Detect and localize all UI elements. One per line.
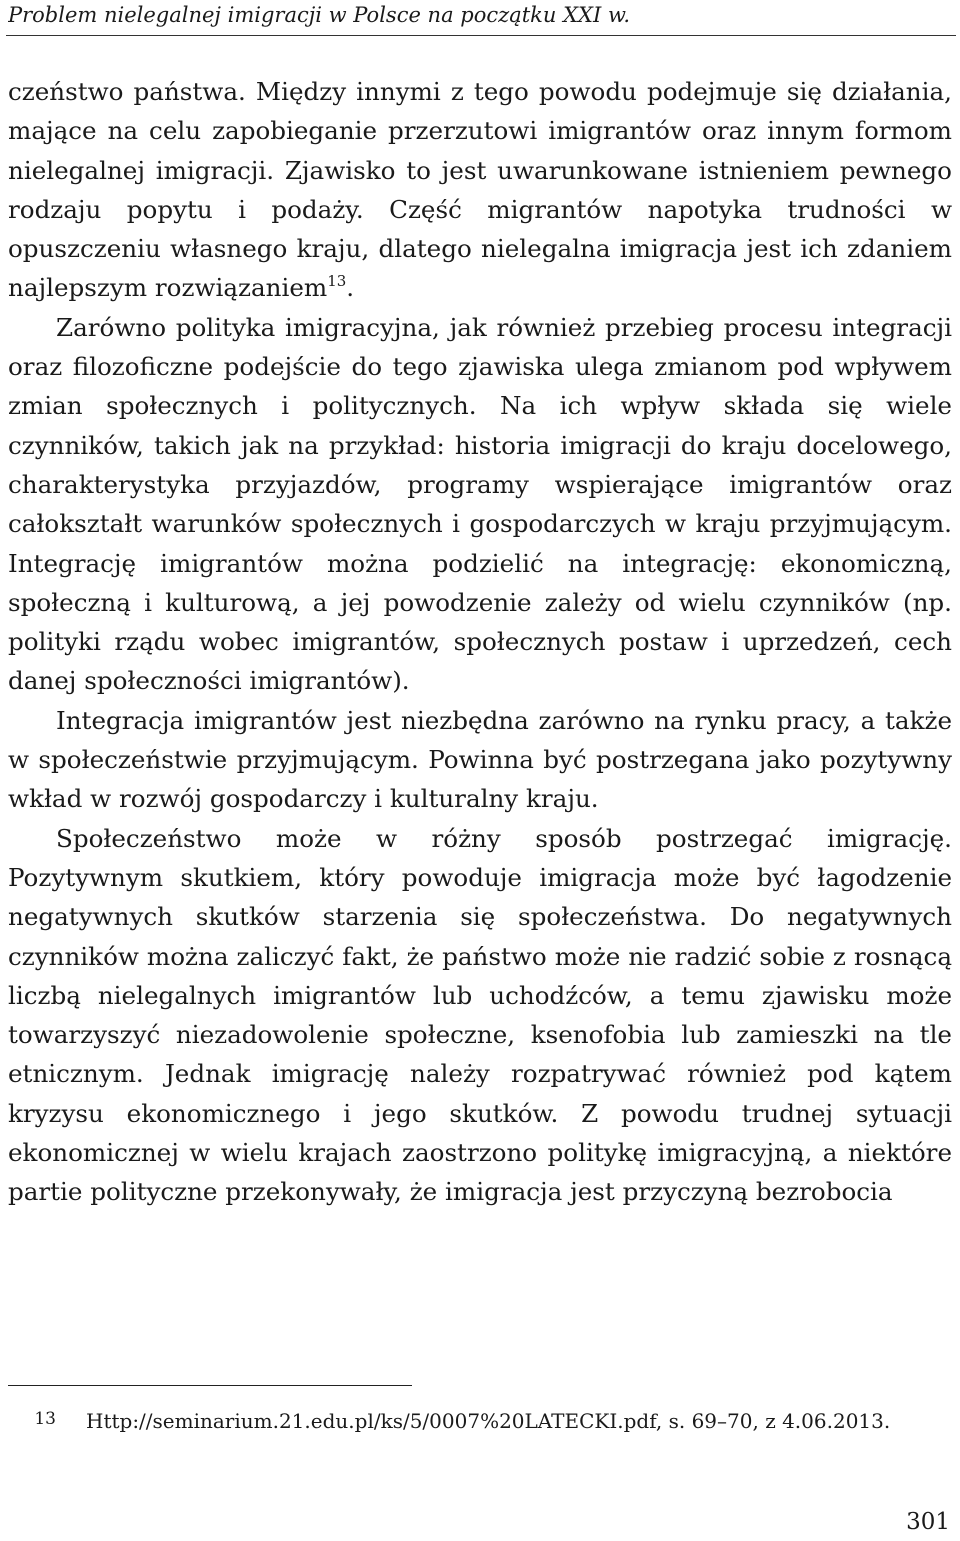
footnote [8, 1402, 952, 1438]
paragraph-1 [8, 72, 952, 308]
header-divider [6, 35, 956, 36]
main-text [8, 72, 952, 1212]
footnote-divider [8, 1385, 412, 1386]
page-number: 301 [906, 1509, 950, 1535]
footnote-reference: 13 [327, 272, 347, 291]
running-header: Problem nielegalnej imigracji w Polsce na początku XXI w. [8, 3, 631, 27]
paragraph-1-text: czeństwo państwa. Między innymi z tego powodu podejmuje się działania, mające na celu zapobieganie przerzutowi imigrantów oraz innym formom nielegalnej imigracji. Zjawisko to jest uwarunkowane istnieniem pewnego rodzaju popytu i podaży. Część migrantów napotyka trudności w opuszczeniu własnego kraju, dlatego nielegalna imigracja jest ich zdaniem najlepszym rozwiązaniem [8, 77, 952, 303]
paragraph-1-end: . [346, 273, 355, 303]
paragraph-2: Zarówno polityka imigracyjna, jak również przebieg procesu integracji oraz filozoficzne podejście do tego zjawiska ulega zmianom pod wpływem zmian społecznych i politycznych. Na ich wpływ składa się wiele czynników, takich jak na przykład: historia imigracji do kraju docelowego, charakterystyka przyjazdów, programy wspierające imigrantów oraz całokształt warunków społecznych i gospodarczych w kraju przyjmującym. Integrację imigrantów można podzielić na integrację: ekonomiczną, społeczną i kulturową, a jej powodzenie zależy od wielu czynników (np. polityki rządu wobec imigrantów, społecznych postaw i uprzedzeń, cech danej społeczności imigrantów). [8, 312, 952, 696]
paragraph-3: Integracja imigrantów jest niezbędna zarówno na rynku pracy, a także w społeczeństwie przyjmującym. Powinna być postrzegana jako pozytywny wkład w rozwój gospodarczy i kulturalny kraju. [8, 705, 952, 814]
footnote-marker: 13 [34, 1409, 56, 1429]
paragraph-4: Społeczeństwo może w różny sposób postrzegać imigrację. Pozytywnym skutkiem, który powoduje imigracja może być łagodzenie negatywnych skutków starzenia się społeczeństwa. Do negatywnych czynników można zaliczyć fakt, że państwo może nie radzić sobie z rosnącą liczbą nielegalnych imigrantów lub uchodźców, a temu zjawisku może towarzyszyć niezadowolenie społeczne, ksenofobia lub zamieszki na tle etnicznym. Jednak imigrację należy rozpatrywać również pod kątem kryzysu ekonomicznego i jego skutków. Z powodu trudnej sytuacji ekonomicznej w wielu krajach zaostrzono politykę imigracyjną, a niektóre partie polityczne przekonywały, że imigracja jest przyczyną bezrobocia [8, 823, 952, 1207]
footnote-text: Http://seminarium.21.edu.pl/ks/5/0007%20LATECKI.pdf, s. 69–70, z 4.06.2013. [86, 1409, 891, 1433]
